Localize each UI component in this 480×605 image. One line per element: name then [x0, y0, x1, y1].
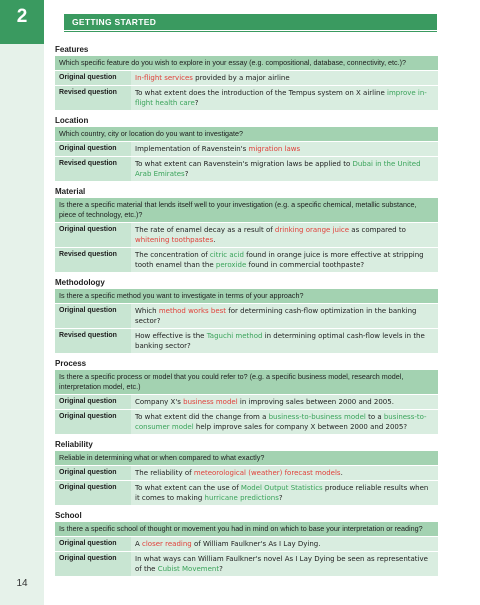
table-row [55, 395, 438, 410]
text-segment: produce reliable results when it comes to making [135, 484, 429, 502]
text-segment: The rate of enamel decay as a result of [135, 226, 275, 234]
table-row [55, 157, 438, 182]
section-location [55, 115, 438, 182]
text-segment: to a [365, 413, 384, 421]
row-label: Original question [55, 552, 131, 576]
page-number: 14 [16, 578, 28, 589]
guiding-question: Is there a specific school of thought or movement you had in mind on which to base your interpretation or reading? [55, 522, 438, 537]
guiding-question: Which specific feature do you wish to explore in your essay (e.g. compositional, database, connectivity, etc.)? [55, 56, 438, 71]
row-text [131, 142, 438, 156]
table-row [55, 481, 438, 506]
text-segment: To what extent does the introduction of the Tempus system on X airline [135, 89, 388, 97]
table-row [55, 142, 438, 157]
text-segment: for determining cash-flow optimization in the banking sector? [135, 307, 417, 325]
section-title: Process [55, 359, 87, 368]
section-material [55, 186, 438, 273]
chapter-number: 2 [16, 6, 28, 27]
row-text [131, 157, 438, 181]
text-segment: Implementation of Ravenstein's [135, 145, 249, 153]
row-text [131, 537, 438, 551]
text-segment: help improve sales for company X between 2000 and 2005? [193, 423, 408, 431]
highlighted-phrase: migration laws [248, 145, 301, 153]
text-segment: Which [135, 307, 159, 315]
text-segment: ? [278, 494, 283, 502]
section-reliability [55, 439, 438, 506]
row-label: Revised question [55, 248, 131, 272]
section-title: Features [55, 45, 89, 54]
text-segment: ? [219, 565, 223, 573]
highlighted-phrase: business-to-consumer model [135, 413, 427, 431]
highlighted-phrase: citric acid [209, 251, 244, 259]
row-text [131, 552, 438, 576]
table-row [55, 71, 438, 86]
text-segment: How effective is the [135, 332, 207, 340]
highlighted-phrase: In-flight services [135, 74, 193, 82]
text-segment: as compared to [349, 226, 406, 234]
row-text [131, 86, 438, 110]
highlighted-phrase: closer reading [142, 540, 192, 548]
text-segment: The reliability of [135, 469, 194, 477]
row-label: Original question [55, 410, 131, 434]
text-segment: In what ways can William Faulkner's novel As I Lay Dying be seen as representative of the [135, 555, 428, 573]
text-segment: ? [194, 99, 199, 107]
section-title: Location [55, 116, 89, 125]
text-segment: Company X's [135, 398, 184, 406]
text-segment: in determining optimal cash-flow levels in the banking sector? [135, 332, 425, 350]
row-text [131, 304, 438, 328]
text-segment: To what extent did the change from a [135, 413, 269, 421]
guiding-question: Which country, city or location do you want to investigate? [55, 127, 438, 142]
table-row [55, 410, 438, 435]
guiding-question: Reliable in determining what or when compared to what exactly? [55, 451, 438, 466]
text-segment: of William Faulkner's As I Lay Dying. [191, 540, 321, 548]
side-strip [0, 44, 44, 605]
table-row [55, 304, 438, 329]
highlighted-phrase: improve in-flight health care [135, 89, 427, 107]
highlighted-phrase: peroxide [215, 261, 247, 269]
highlighted-phrase: meteorological (weather) forecast models [193, 469, 341, 477]
row-label: Original question [55, 395, 131, 409]
table-row [55, 329, 438, 354]
text-segment: To what extent can the use of [135, 484, 241, 492]
section-title: Material [55, 187, 86, 196]
row-text [131, 248, 438, 272]
row-text [131, 329, 438, 353]
row-label: Original question [55, 537, 131, 551]
row-label: Original question [55, 304, 131, 328]
row-text [131, 410, 438, 434]
header-rule [64, 31, 437, 32]
highlighted-phrase: Dubai in the United Arab Emirates [135, 160, 421, 178]
row-label: Original question [55, 142, 131, 156]
highlighted-phrase: drinking orange juice [274, 226, 350, 234]
highlighted-phrase: Cubist Movement [157, 565, 220, 573]
text-segment: . [213, 236, 216, 244]
row-label: Original question [55, 466, 131, 480]
section-header-label: GETTING STARTED [72, 17, 157, 27]
highlighted-phrase: business-to-business model [268, 413, 366, 421]
text-segment: provided by a major airline [192, 74, 290, 82]
highlighted-phrase: whitening toothpastes [135, 236, 214, 244]
text-segment: To what extent can Ravenstein's migration laws be applied to [135, 160, 353, 168]
text-segment: found in commercial toothpaste? [246, 261, 365, 269]
row-text [131, 481, 438, 505]
row-text [131, 395, 438, 409]
highlighted-phrase: Taguchi method [206, 332, 263, 340]
row-text [131, 466, 438, 480]
text-segment: The concentration of [135, 251, 210, 259]
guiding-question: Is there a specific process or model that you could refer to? (e.g. a specific business model, research model, interpretation model, etc.) [55, 370, 438, 395]
text-segment: ? [184, 170, 189, 178]
row-label: Revised question [55, 329, 131, 353]
table-row [55, 223, 438, 248]
content-area [55, 40, 438, 577]
text-segment: in improving sales between 2000 and 2005. [237, 398, 394, 406]
section-methodology [55, 277, 438, 354]
text-segment: . [340, 469, 343, 477]
text-segment: found in orange juice is more effective at stripping tooth enamel than the [135, 251, 424, 269]
section-process [55, 358, 438, 435]
highlighted-phrase: method works best [158, 307, 227, 315]
highlighted-phrase: business model [183, 398, 238, 406]
table-row [55, 552, 438, 577]
guiding-question: Is there a specific material that lends itself well to your investigation (e.g. a specific chemical, metallic substance, piece of technology, etc.)? [55, 198, 438, 223]
section-title: Reliability [55, 440, 93, 449]
row-text [131, 71, 438, 85]
table-row [55, 248, 438, 273]
row-label: Original question [55, 223, 131, 247]
row-text [131, 223, 438, 247]
row-label: Revised question [55, 157, 131, 181]
table-row [55, 537, 438, 552]
highlighted-phrase: Model Output Statistics [240, 484, 323, 492]
section-title: School [55, 511, 82, 520]
table-row [55, 86, 438, 111]
highlighted-phrase: hurricane predictions [204, 494, 279, 502]
row-label: Original question [55, 71, 131, 85]
row-label: Original question [55, 481, 131, 505]
section-title: Methodology [55, 278, 105, 287]
section-features [55, 44, 438, 111]
guiding-question: Is there a specific method you want to investigate in terms of your approach? [55, 289, 438, 304]
section-school [55, 510, 438, 577]
table-row [55, 466, 438, 481]
row-label: Revised question [55, 86, 131, 110]
text-segment: A [135, 540, 143, 548]
section-header-bar [64, 14, 437, 30]
